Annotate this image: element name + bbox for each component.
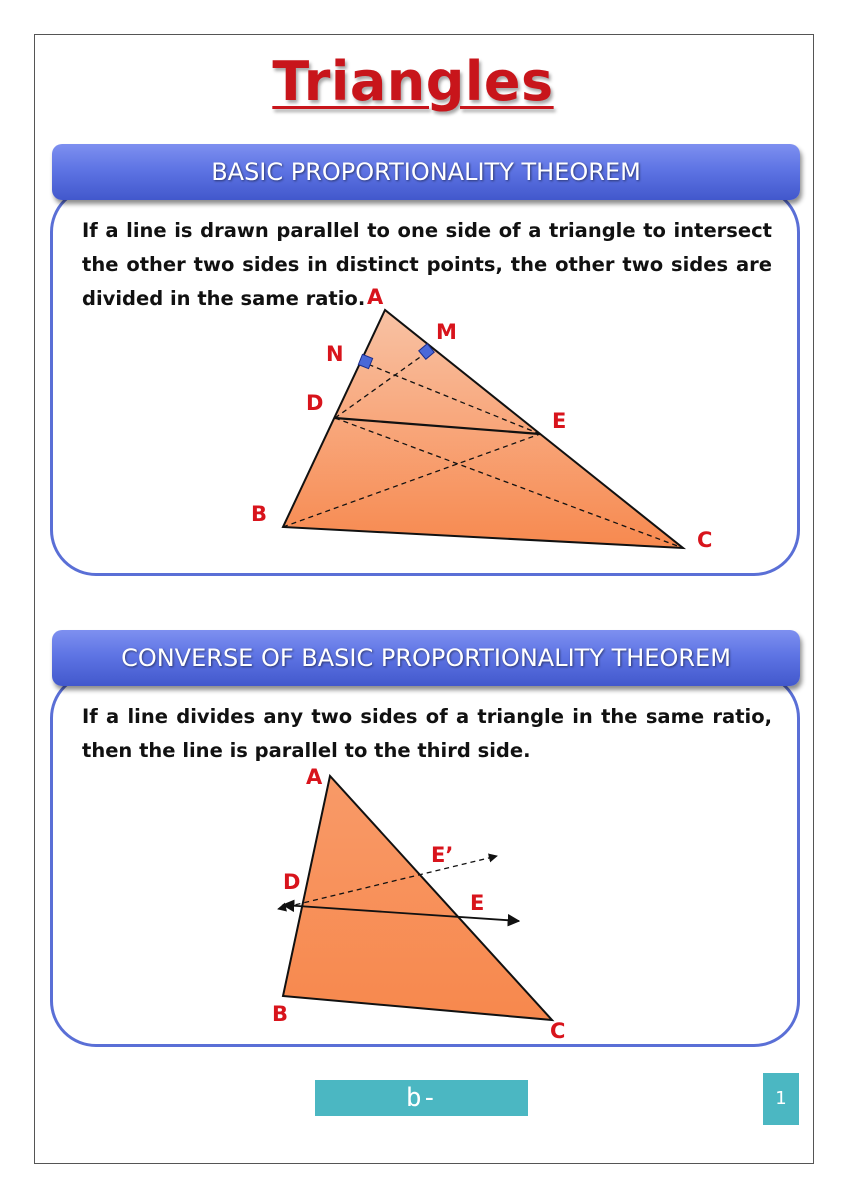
vertex-label-a-converse: A [306, 765, 323, 789]
vertex-label-c: C [697, 528, 713, 552]
vertex-label-e-prime: E’ [431, 843, 454, 867]
vertex-label-e-converse: E [470, 891, 485, 915]
vertex-label-a: A [367, 285, 384, 309]
vertex-label-c-converse: C [550, 1019, 566, 1043]
theorem-statement-converse: If a line divides any two sides of a triangle in the same ratio, then the line is parallel to the third side. [82, 705, 772, 762]
footer-website[interactable]: b-learners.com [315, 1080, 528, 1116]
vertex-label-b: B [251, 502, 268, 526]
section-heading-converse: CONVERSE OF BASIC PROPORTIONALITY THEOREM [52, 630, 800, 686]
vertex-label-d: D [306, 391, 324, 415]
vertex-label-b-converse: B [272, 1002, 289, 1026]
vertex-label-n: N [326, 342, 344, 366]
figure-basic-proportionality [251, 285, 712, 552]
section-heading-basic: BASIC PROPORTIONALITY THEOREM [52, 144, 800, 200]
figure-converse-proportionality [272, 765, 565, 1043]
vertex-label-m: M [436, 320, 457, 344]
vertex-label-e: E [552, 409, 567, 433]
theorem-statement-basic: If a line is drawn parallel to one side of a triangle to intersect the other two sides in distinct points, the other two sides are divided in the same ratio. [82, 219, 772, 310]
page-number: 1 [763, 1073, 799, 1125]
vertex-label-d-converse: D [283, 870, 301, 894]
page-title: Triangles [272, 50, 554, 113]
